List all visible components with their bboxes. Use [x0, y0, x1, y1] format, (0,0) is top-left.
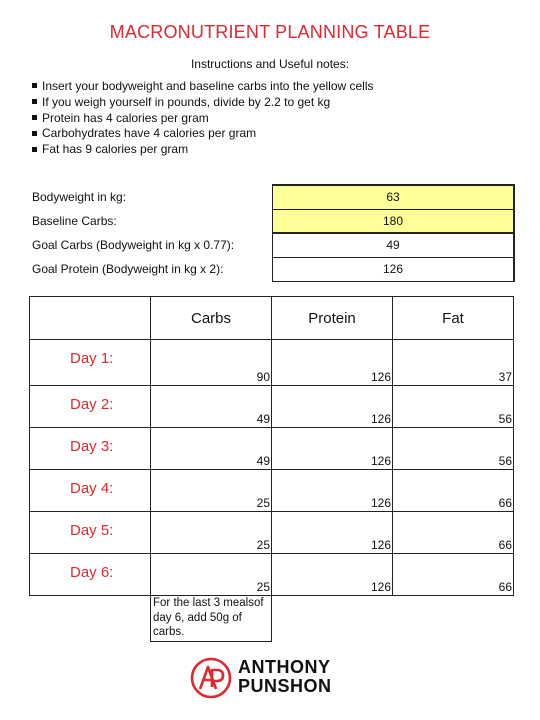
protein-cell[interactable]: [272, 512, 393, 554]
fat-value: 37: [498, 370, 512, 384]
day-label: Day 6:: [70, 564, 114, 581]
day-label: Day 5:: [70, 522, 114, 539]
protein-value: 126: [370, 370, 391, 384]
protein-value: 126: [370, 580, 391, 594]
bullet-icon: [32, 99, 37, 104]
bullet-icon: [32, 131, 37, 136]
day-label: Day 3:: [70, 438, 114, 455]
fat-cell[interactable]: [393, 428, 514, 470]
day6-note: For the last 3 mealsof day 6, add 50g of carbs.: [150, 596, 272, 642]
day-label: Day 2:: [70, 396, 114, 413]
table-row: [30, 428, 514, 470]
baseline-carbs-input[interactable]: 180: [273, 210, 513, 234]
fat-value: 66: [498, 580, 512, 594]
protein-cell[interactable]: [272, 340, 393, 386]
carbs-cell[interactable]: [151, 512, 272, 554]
goal-carbs-value: 49: [273, 234, 513, 258]
note-text: Insert your bodyweight and baseline carbs into the yellow cells: [42, 79, 374, 93]
note-item: [32, 79, 374, 95]
fat-value: 66: [498, 538, 512, 552]
header-fat: Fat: [393, 297, 514, 340]
bullet-icon: [32, 147, 37, 152]
params-labels: [32, 185, 234, 281]
day-label: Day 1:: [70, 350, 114, 367]
bullet-icon: [32, 115, 37, 120]
note-item: [32, 142, 374, 158]
note-text: If you weigh yourself in pounds, divide by 2.2 to get kg: [42, 94, 331, 109]
carbs-value: 25: [256, 538, 270, 552]
page-title: MACRONUTRIENT PLANNING TABLE: [109, 22, 431, 42]
fat-value: 56: [498, 454, 512, 468]
fat-cell[interactable]: [393, 470, 514, 512]
protein-value: 126: [370, 454, 391, 468]
fat-value: 56: [498, 412, 512, 426]
fat-cell[interactable]: [393, 386, 514, 428]
day-cell: [30, 386, 151, 428]
header-cell: [30, 297, 151, 340]
carbs-cell[interactable]: [151, 340, 272, 386]
carbs-cell[interactable]: [151, 386, 272, 428]
day-cell: [30, 470, 151, 512]
fat-cell[interactable]: [393, 512, 514, 554]
carbs-value: 49: [256, 454, 270, 468]
notes-list: [32, 79, 374, 158]
protein-cell[interactable]: [272, 428, 393, 470]
carbs-cell[interactable]: [151, 554, 272, 596]
fat-value: 66: [498, 496, 512, 510]
logo-line1: ANTHONY: [238, 657, 331, 677]
day-cell: [30, 554, 151, 596]
brand-logo: [190, 657, 360, 699]
note-item: [32, 111, 374, 127]
header-carbs: Carbs: [151, 297, 272, 340]
table-row: [30, 386, 514, 428]
fat-cell[interactable]: [393, 340, 514, 386]
header-protein: Protein: [272, 297, 393, 340]
day-label: Day 4:: [70, 480, 114, 497]
goal-carbs-label: Goal Carbs (Bodyweight in kg x 0.77):: [32, 238, 235, 252]
carbs-cell[interactable]: [151, 428, 272, 470]
protein-value: 126: [370, 538, 391, 552]
bodyweight-input[interactable]: 63: [273, 186, 513, 210]
goal-protein-value: 126: [382, 262, 404, 276]
carbs-value: 49: [256, 412, 270, 426]
table-row: [30, 512, 514, 554]
note-item: [32, 95, 374, 111]
carbs-value: 25: [256, 496, 270, 510]
day-cell: [30, 340, 151, 386]
day-cell: [30, 512, 151, 554]
logo-line2: PUNSHON: [238, 676, 332, 696]
protein-cell[interactable]: [272, 470, 393, 512]
protein-cell[interactable]: [272, 386, 393, 428]
day-cell: [30, 428, 151, 470]
protein-value: 126: [370, 496, 391, 510]
carbs-value: 90: [256, 370, 270, 384]
bullet-icon: [32, 83, 37, 88]
carbs-cell[interactable]: [151, 470, 272, 512]
protein-value: 126: [370, 412, 391, 426]
goal-protein-label: Goal Protein (Bodyweight in kg x 2):: [32, 262, 224, 276]
note-text: Carbohydrates have 4 calories per gram: [42, 126, 257, 141]
note-text: Protein has 4 calories per gram: [42, 110, 209, 125]
ap-logo-icon: [190, 657, 232, 699]
table-row: [30, 470, 514, 512]
baseline-carbs-label: Baseline Carbs:: [32, 214, 117, 228]
table-row: [30, 554, 514, 596]
table-header-row: [30, 297, 514, 340]
carbs-value: 25: [256, 580, 270, 594]
instructions-heading: Instructions and Useful notes:: [190, 57, 350, 71]
macro-table: [29, 296, 514, 596]
note-text: Fat has 9 calories per gram: [42, 142, 189, 157]
params-box: [272, 184, 515, 282]
note-item: [32, 126, 374, 142]
bodyweight-label: Bodyweight in kg:: [32, 190, 127, 204]
protein-cell[interactable]: [272, 554, 393, 596]
fat-cell[interactable]: [393, 554, 514, 596]
logo-wordmark: [238, 658, 332, 696]
table-row: [30, 340, 514, 386]
